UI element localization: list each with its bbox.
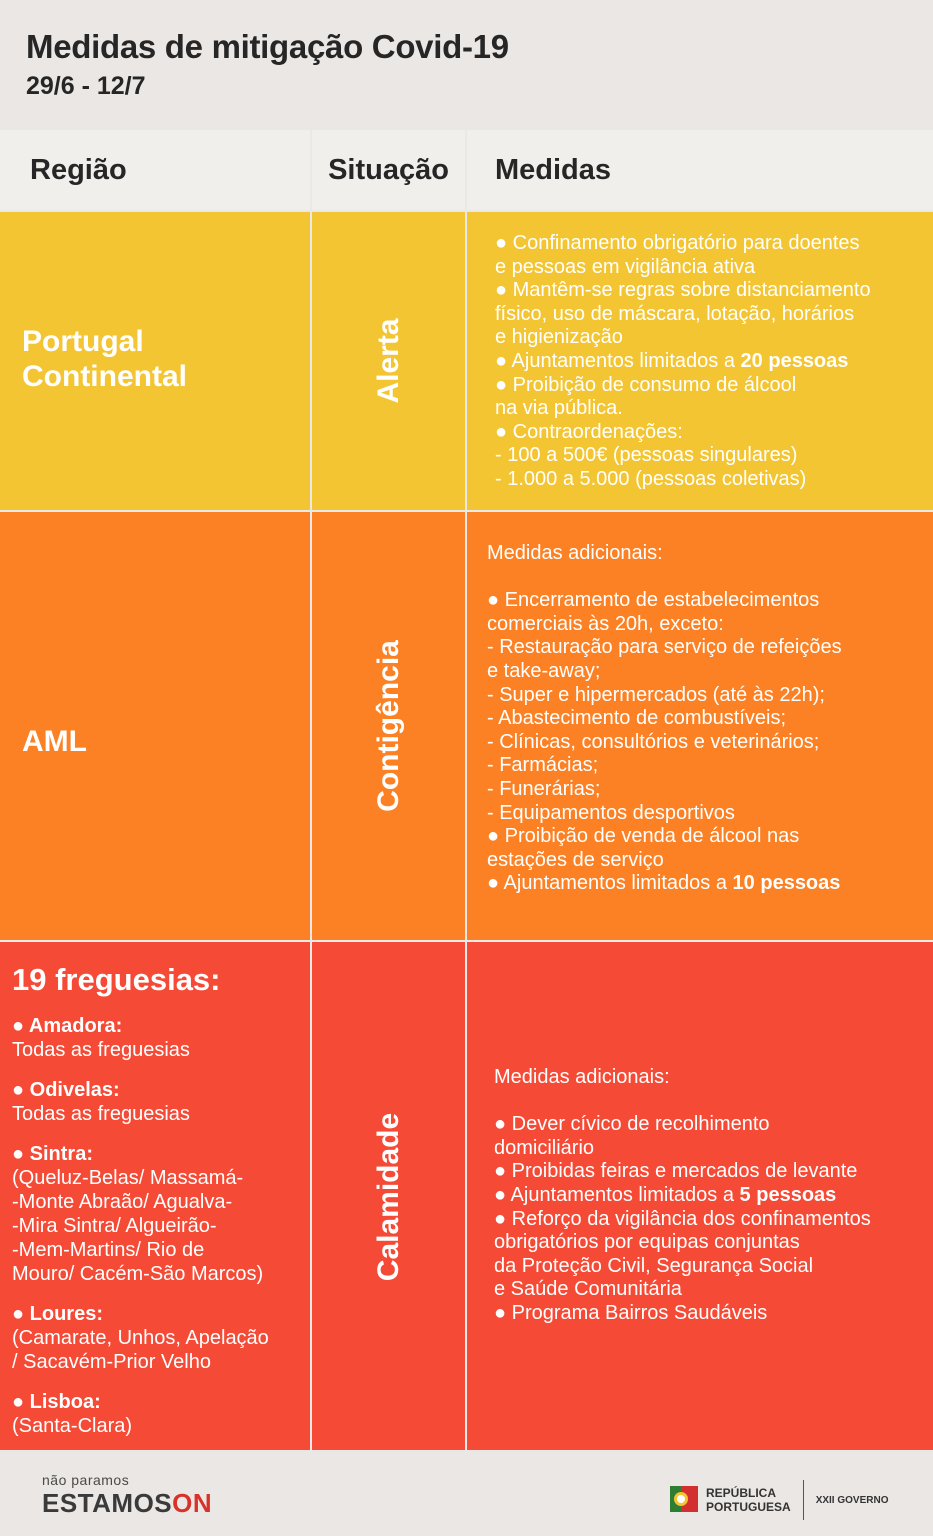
header (26, 28, 509, 101)
measure-line: e Saúde Comunitária (494, 1278, 682, 1301)
table-row-contingencia (0, 512, 933, 942)
measure-line: - Restauração para serviço de refeições (487, 636, 842, 659)
page-title: Medidas de mitigação Covid-19 (26, 28, 509, 65)
parish-text: Mouro/ Cacém-São Marcos) (12, 1263, 264, 1285)
measure-line: - Farmácias; (487, 754, 599, 777)
measure-line: - Abastecimento de combustíveis; (487, 707, 787, 730)
measure-line: e take-away; (487, 659, 601, 682)
situation-label: Alerta (371, 318, 405, 404)
region-name: AML (22, 725, 87, 758)
parish-text: -Mira Sintra/ Algueirão- (12, 1215, 217, 1237)
measures-table (0, 130, 933, 1452)
measure-line: domiciliário (494, 1136, 595, 1159)
parish-text: / Sacavém-Prior Velho (12, 1351, 211, 1373)
coat-of-arms-icon (670, 1484, 698, 1516)
municipality-name: ● Sintra: (12, 1143, 93, 1165)
table-row-alerta (0, 212, 933, 512)
measure-line: ● Mantêm-se regras sobre distanciamento (495, 279, 871, 302)
parish-text: -Monte Abraão/ Agualva- (12, 1191, 233, 1213)
situation-label: Contigência (371, 640, 405, 812)
measure-line: ● Proibidas feiras e mercados de levante (494, 1160, 858, 1183)
government-logo: REPÚBLICA PORTUGUESA XXII GOVERNO (670, 1480, 888, 1520)
header-medidas: Medidas (495, 153, 612, 186)
region-name: Portugal Continental (22, 325, 187, 393)
measure-line: e higienização (495, 326, 623, 349)
table-header-row (0, 130, 933, 212)
measure-line: ● Contraordenações: (495, 420, 683, 443)
region-group (12, 1302, 269, 1374)
municipality-name: ● Odivelas: (12, 1079, 120, 1101)
measure-line: ● Ajuntamentos limitados a 10 pessoas (487, 872, 841, 895)
measures-list (494, 1066, 871, 1326)
measure-line: - Funerárias; (487, 777, 601, 800)
region-group (12, 1142, 269, 1286)
region-group (12, 1390, 269, 1438)
measure-line: ● Reforço da vigilância dos confinamentos (494, 1207, 871, 1230)
measure-line (487, 566, 842, 590)
measure-line: ● Encerramento de estabelecimentos (487, 589, 820, 612)
measure-line: na via pública. (495, 397, 623, 420)
measures-list (487, 542, 842, 896)
measure-line: - Clínicas, consultórios e veterinários; (487, 730, 820, 753)
measure-line: ● Programa Bairros Saudáveis (494, 1301, 768, 1324)
region-group (12, 1014, 269, 1062)
parish-text: Todas as freguesias (12, 1103, 190, 1125)
measure-line: obrigatórios por equipas conjuntas (494, 1231, 800, 1254)
measure-line: ● Proibição de venda de álcool nas (487, 825, 800, 848)
measure-line: ● Confinamento obrigatório para doentes (495, 232, 860, 254)
region-title: 19 freguesias: (12, 962, 221, 997)
header-situacao: Situação (312, 130, 467, 210)
measure-line: ● Ajuntamentos limitados a 5 pessoas (494, 1183, 837, 1206)
measure-line: - Equipamentos desportivos (487, 801, 735, 824)
measure-line: ● Dever cívico de recolhimento (494, 1113, 770, 1136)
measure-line: da Proteção Civil, Segurança Social (494, 1254, 814, 1277)
parish-text: -Mem-Martins/ Rio de (12, 1239, 205, 1261)
measure-line (494, 1090, 871, 1114)
measure-line: Medidas adicionais: (494, 1066, 670, 1088)
measure-line: físico, uso de máscara, lotação, horários (495, 302, 855, 325)
parish-text: (Santa-Clara) (12, 1415, 133, 1437)
region-group (12, 1078, 269, 1126)
measure-line: - Super e hipermercados (até às 22h); (487, 683, 825, 706)
estamos-on-logo: não paramos ESTAMOSON (42, 1472, 213, 1518)
parish-text: (Queluz-Belas/ Massamá- (12, 1167, 244, 1189)
measure-line: ● Proibição de consumo de álcool (495, 373, 797, 396)
table-row-calamidade (0, 942, 933, 1452)
header-regiao: Região (0, 130, 312, 210)
parish-text: (Camarate, Unhos, Apelação (12, 1327, 269, 1349)
measure-line: ● Ajuntamentos limitados a 20 pessoas (495, 349, 849, 372)
measure-line: comerciais às 20h, exceto: (487, 612, 724, 635)
measure-line: estações de serviço (487, 848, 664, 871)
municipality-name: ● Loures: (12, 1303, 103, 1325)
measure-line: - 1.000 a 5.000 (pessoas coletivas) (495, 467, 807, 490)
municipality-name: ● Lisboa: (12, 1391, 101, 1413)
situation-label: Calamidade (371, 1112, 405, 1282)
footer (0, 1450, 933, 1536)
date-range: 29/6 - 12/7 (26, 72, 146, 100)
region-list (12, 962, 269, 1454)
measure-line: Medidas adicionais: (487, 542, 663, 564)
measure-line: - 100 a 500€ (pessoas singulares) (495, 444, 798, 467)
measures-list (495, 232, 871, 492)
municipality-name: ● Amadora: (12, 1015, 123, 1037)
measure-line: e pessoas em vigilância ativa (495, 255, 756, 278)
parish-text: Todas as freguesias (12, 1039, 190, 1061)
